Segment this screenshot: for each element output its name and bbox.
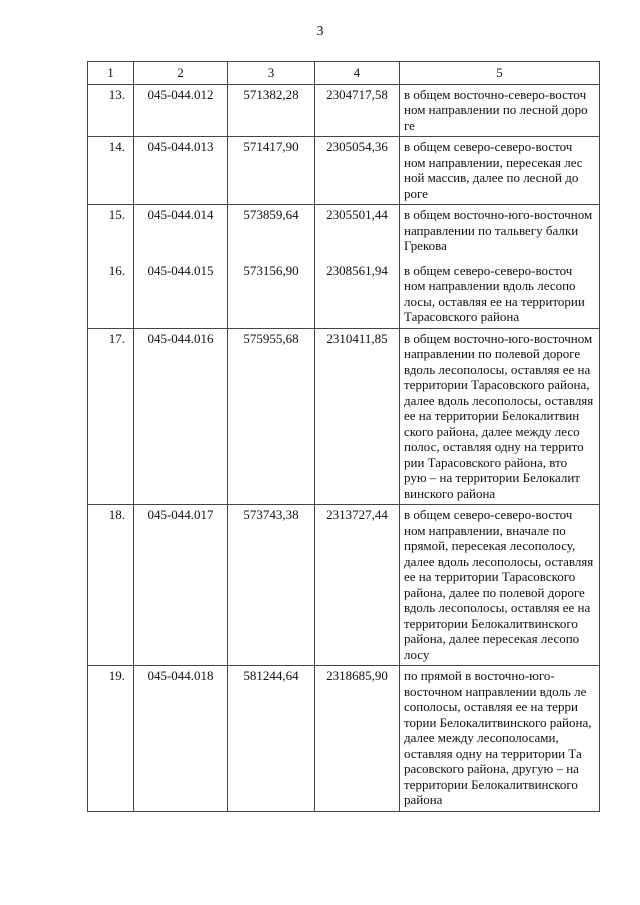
coord-x: 581244,64 — [228, 666, 315, 812]
coord-y: 2305501,44 — [315, 205, 400, 257]
coord-y: 2305054,36 — [315, 137, 400, 205]
table-row — [88, 205, 600, 257]
coord-x: 573859,64 — [228, 205, 315, 257]
coord-y: 2310411,85 — [315, 328, 400, 505]
route-description: в общем восточно-северо-восточ ном направлении по лесной доро ге — [400, 84, 600, 137]
coord-y: 2318685,90 — [315, 666, 400, 812]
coord-y: 2313727,44 — [315, 505, 400, 666]
header-col-4: 4 — [315, 62, 400, 85]
coord-y: 2304717,58 — [315, 84, 400, 137]
coord-x: 571417,90 — [228, 137, 315, 205]
row-number: 18. — [88, 505, 134, 666]
header-col-1: 1 — [88, 62, 134, 85]
point-code: 045-044.018 — [134, 666, 228, 812]
header-col-2: 2 — [134, 62, 228, 85]
route-description: в общем северо-северо-восточ ном направлении вдоль лесопо лосы, оставляя ее на территории Тарасовского района — [400, 257, 600, 329]
point-code: 045-044.012 — [134, 84, 228, 137]
point-code: 045-044.015 — [134, 257, 228, 329]
row-number: 15. — [88, 205, 134, 257]
coord-y: 2308561,94 — [315, 257, 400, 329]
coord-x: 573156,90 — [228, 257, 315, 329]
route-description: по прямой в восточно-юго- восточном направлении вдоль ле сополосы, оставляя ее на терри тории Белокалитвинского района, далее между лесополосами, оставляя одну на территории Та расовского района, другую – на территории Белокалитвинского района — [400, 666, 600, 812]
point-code: 045-044.016 — [134, 328, 228, 505]
row-number: 19. — [88, 666, 134, 812]
table-header-row — [88, 62, 600, 85]
point-code: 045-044.017 — [134, 505, 228, 666]
coord-x: 573743,38 — [228, 505, 315, 666]
row-number: 14. — [88, 137, 134, 205]
table-row — [88, 137, 600, 205]
point-code: 045-044.013 — [134, 137, 228, 205]
point-code: 045-044.014 — [134, 205, 228, 257]
route-description: в общем восточно-юго-восточном направлении по тальвегу балки Грекова — [400, 205, 600, 257]
row-number: 17. — [88, 328, 134, 505]
route-description: в общем северо-северо-восточ ном направлении, вначале по прямой, пересекая лесополосу, далее вдоль лесополосы, оставляя ее на территории Тарасовского района, далее по полевой дороге вдоль лесополосы, оставляя ее на территории Белокалитвинского района, далее пересекая лесопо лосу — [400, 505, 600, 666]
table-row — [88, 257, 600, 329]
route-description: в общем северо-северо-восточ ном направлении, пересекая лес ной массив, далее по лесной до роге — [400, 137, 600, 205]
coord-x: 571382,28 — [228, 84, 315, 137]
table-row — [88, 666, 600, 812]
table-row — [88, 505, 600, 666]
table-row — [88, 84, 600, 137]
table-row — [88, 328, 600, 505]
coord-x: 575955,68 — [228, 328, 315, 505]
route-description: в общем восточно-юго-восточном направлении по полевой дороге вдоль лесополосы, оставляя ее на территории Тарасовского района, далее вдоль лесополосы, оставляя ее на территории Белокалитвин ского района, далее между лесо полос, оставляя одну на террито рии Тарасовского района, вто рую – на территории Белокалит винского района — [400, 328, 600, 505]
header-col-3: 3 — [228, 62, 315, 85]
row-number: 13. — [88, 84, 134, 137]
header-col-5: 5 — [400, 62, 600, 85]
boundary-points-table — [87, 61, 600, 812]
row-number: 16. — [88, 257, 134, 329]
page-number: 3 — [316, 24, 324, 39]
